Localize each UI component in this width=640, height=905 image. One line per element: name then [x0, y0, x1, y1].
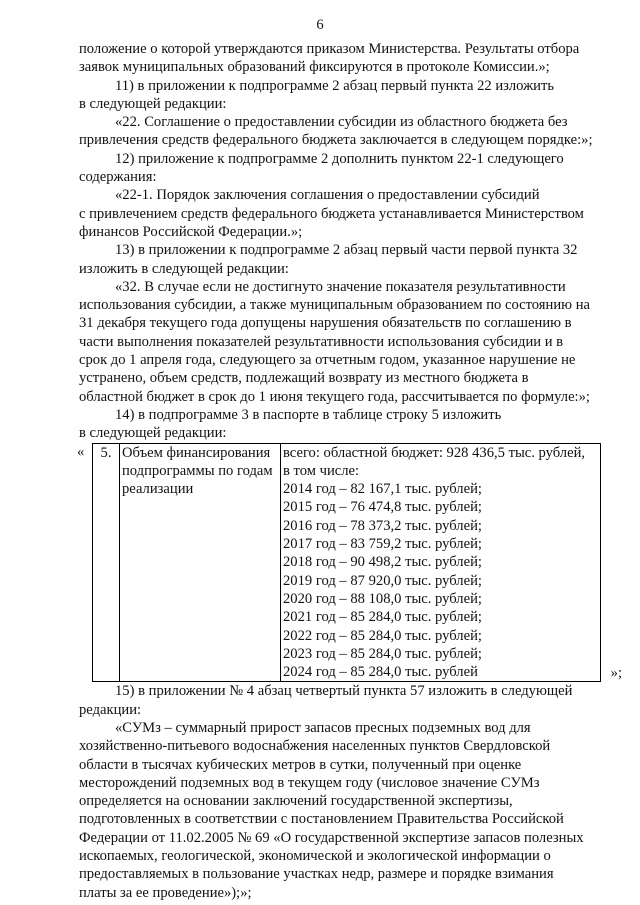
- financing-table-block: [77, 443, 622, 683]
- item-12: [79, 150, 610, 187]
- text-line: устранено, объем средств, подлежащий возврату из местного бюджета в: [79, 370, 529, 387]
- text-line: «СУМз – суммарный прирост запасов пресных подземных вод для: [115, 719, 531, 736]
- financing-table: [92, 443, 601, 683]
- text-line: «22-1. Порядок заключения соглашения о предоставлении субсидий: [115, 187, 540, 204]
- text-line: 12) приложение к подпрограмме 2 дополнить пунктом 22-1 следующего: [115, 150, 564, 167]
- value-line: 2020 год – 88 108,0 тыс. рублей;: [283, 590, 482, 607]
- text-line: изложить в следующей редакции:: [79, 260, 289, 277]
- text-line: в следующей редакции:: [79, 425, 227, 442]
- value-line: 2023 год – 85 284,0 тыс. рублей;: [283, 645, 482, 662]
- text-line: «22. Соглашение о предоставлении субсидии из областного бюджета без: [115, 114, 568, 131]
- value-line: всего: областной бюджет: 928 436,5 тыс. рублей,: [283, 444, 586, 461]
- value-line: в том числе:: [283, 462, 360, 479]
- text-line: 11) в приложении к подпрограмме 2 абзац первый пункта 22 изложить: [115, 77, 555, 94]
- quote-sum: [79, 719, 610, 902]
- text-line: финансов Российской Федерации.»;: [79, 223, 303, 240]
- row-name-line: подпрограммы по годам: [122, 462, 273, 479]
- text-line: 13) в приложении к подпрограмме 2 абзац первый части первой пункта 32: [115, 242, 578, 259]
- document-body: [77, 40, 622, 902]
- value-line: 2017 год – 83 759,2 тыс. рублей;: [283, 536, 482, 553]
- text-line: положение о которой утверждаются приказом Министерства. Результаты отбора: [79, 41, 580, 57]
- text-line: подготовленных в соответствии с постановлением Правительства Российской: [79, 811, 564, 828]
- text-line: хозяйственно-питьевого водоснабжения населенных пунктов Свердловской: [79, 738, 551, 755]
- text-line: заявок муниципальных образований фиксируются в протоколе Комиссии.»;: [79, 59, 550, 76]
- text-line: части выполнения показателей результативности использования субсидии и в: [79, 333, 564, 350]
- text-line: платы за ее проведение»);»;: [79, 884, 252, 901]
- text-line: Федерации от 11.02.2005 № 69 «О государственной экспертизе запасов полезных: [79, 829, 584, 846]
- row-name-line: Объем финансирования: [122, 444, 271, 461]
- text-line: редакции:: [79, 701, 142, 718]
- quote-32: [79, 278, 610, 406]
- table-row: [93, 443, 601, 682]
- value-line: 2021 год – 85 284,0 тыс. рублей;: [283, 609, 482, 626]
- item-13: [79, 241, 610, 278]
- value-line: 2014 год – 82 167,1 тыс. рублей;: [283, 481, 482, 498]
- item-15: [79, 682, 610, 719]
- text-line: «32. В случае если не достигнуто значение показателя результативности: [115, 278, 566, 295]
- text-line: срок до 1 апреля года, следующего за отчетным годом, указанное нарушение не: [79, 352, 576, 369]
- text-line: определяется на основании заключений государственной экспертизы,: [79, 793, 513, 810]
- text-line: 15) в приложении № 4 абзац четвертый пункта 57 изложить в следующей: [115, 683, 573, 700]
- text-line: областной бюджет в срок до 1 июня текущего года, рассчитывается по формуле:»;: [79, 388, 590, 405]
- text-line: в следующей редакции:: [79, 95, 227, 112]
- text-line: содержания:: [79, 169, 157, 186]
- quote-22-1: [79, 186, 610, 241]
- item-14: [79, 406, 610, 443]
- text-line: привлечения средств федерального бюджета заключается в следующем порядке:»;: [79, 132, 593, 149]
- text-line: ископаемых, геологической, экономической и экологической информации о: [79, 848, 551, 865]
- text-line: месторождений подземных вод в текущем году (числовое значение СУМз: [79, 774, 540, 791]
- row-name-cell: [120, 443, 281, 682]
- row-number-cell: 5.: [93, 443, 120, 682]
- row-values-cell: [281, 443, 601, 682]
- value-line: 2015 год – 76 474,8 тыс. рублей;: [283, 499, 482, 516]
- value-line: 2022 год – 85 284,0 тыс. рублей;: [283, 627, 482, 644]
- value-line: 2016 год – 78 373,2 тыс. рублей;: [283, 517, 482, 534]
- table-open-quote: «: [77, 443, 85, 460]
- text-line: предоставляемых в пользование участках недр, размере и порядке взимания: [79, 866, 554, 883]
- text-line: области в тысячах кубических метров в сутки, полученный при оценке: [79, 756, 522, 773]
- text-line: 31 декабря текущего года допущены нарушения обязательств по соглашению в: [79, 315, 572, 332]
- item-11: [79, 77, 610, 114]
- text-line: с привлечением средств федерального бюджета устанавливается Министерством: [79, 205, 584, 222]
- text-line: использования субсидии, а также муниципальным образованием по состоянию на: [79, 297, 590, 314]
- text-line: 14) в подпрограмме 3 в паспорте в таблице строку 5 изложить: [115, 406, 502, 423]
- value-line: 2019 год – 87 920,0 тыс. рублей;: [283, 572, 482, 589]
- value-line: 2024 год – 85 284,0 тыс. рублей: [283, 664, 478, 681]
- paragraph-continuation: [79, 40, 610, 77]
- table-close-quote: »;: [610, 665, 622, 682]
- page-number: 6: [316, 17, 324, 33]
- value-line: 2018 год – 90 498,2 тыс. рублей;: [283, 554, 482, 571]
- row-name-line: реализации: [122, 481, 194, 498]
- quote-22: [79, 113, 610, 150]
